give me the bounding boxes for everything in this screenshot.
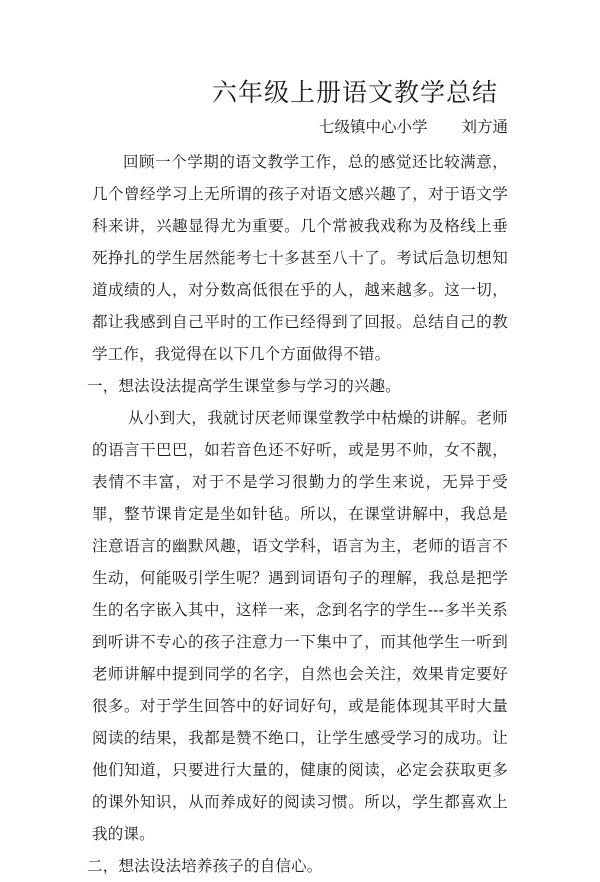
author-name: 刘方通 [461,118,508,136]
document-title: 六年级上册语文教学总结 [211,78,498,107]
school-name: 七级镇中心小学 [318,118,428,136]
section-heading-1: 一，想法设法提高学生课堂参与学习的兴趣。 [87,377,402,395]
paragraph-intro: 回顾一个学期的语文教学工作，总的感觉还比较满意，几个曾经学习上无所谓的孩子对语文感兴趣了，对于语文学科来讲，兴趣显得尤为重要。几个常被我戏称为及格线上垂死挣扎的学生居然能考七十多甚至八十了。考试后急切想知道成绩的人，对分数高低很在乎的人，越来越多。这一切，都让我感到自己平时的工作已经得到了回报。总结自己的教学工作，我觉得在以下几个方面做得不错。 [92,153,508,363]
byline [92,116,508,138]
section-heading-2: 二，想法设法培养孩子的自信心。 [87,857,323,875]
paragraph-section-1: 从小到大，我就讨厌老师课堂教学中枯燥的讲解。老师的语言干巴巴，如若音色还不好听，或是男不帅，女不靓，表情不丰富，对于不是学习很勤力的学生来说，无异于受罪，整节课肯定是坐如针毡。所以，在课堂讲解中，我总是注意语言的幽默风趣，语文学科，语言为主，老师的语言不生动，何能吸引学生呢？遇到词语句子的理解，我总是把学生的名字嵌入其中，这样一来，念到名字的学生---多半关系到听讲不专心的孩子注意力一下集中了，而其他学生一听到老师讲解中提到同学的名字，自然也会关注，效果肯定要好很多。对于学生回答中的好词好句，或是能体现其平时大量阅读的结果，我都是赞不绝口，让学生感受学习的成功。让他们知道，只要进行大量的，健康的阅读，必定会获取更多的课外知识，从而养成好的阅读习惯。所以，学生都喜欢上我的课。 [92,409,508,843]
